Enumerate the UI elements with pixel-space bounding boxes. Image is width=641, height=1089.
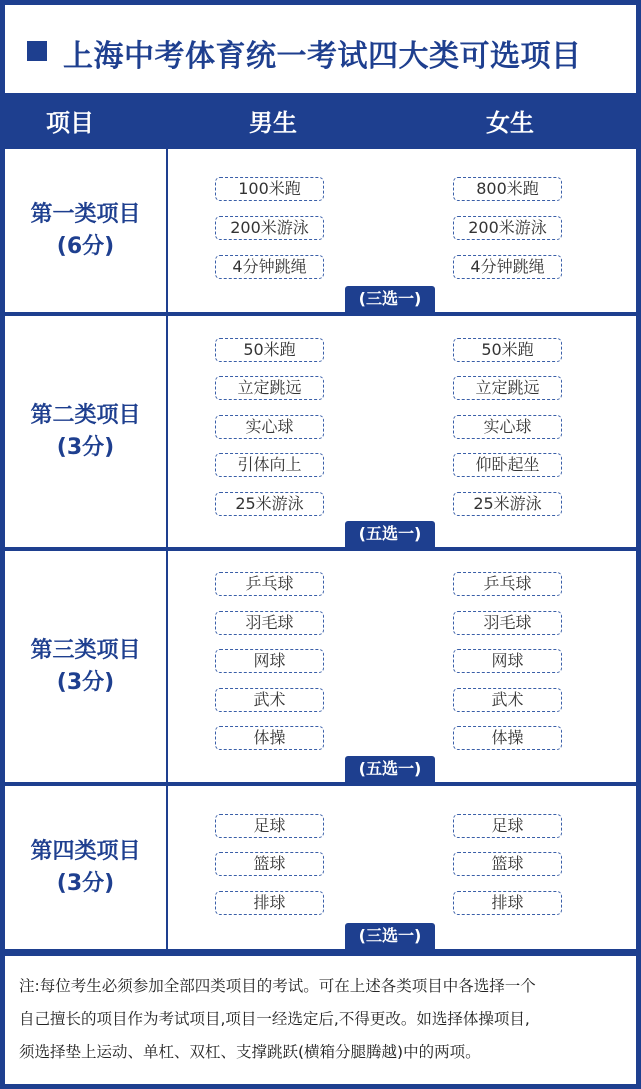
male-item: 羽毛球 (215, 611, 324, 635)
note-line: 须选择垫上运动、单杠、双杠、支撑跳跃(横箱分腿腾越)中的两项。 (19, 1043, 481, 1061)
section-name: 第一类项目 (30, 201, 141, 227)
choose-badge: (五选一) (345, 521, 435, 547)
page-title: 上海中考体育统一考试四大类可选项目 (63, 39, 582, 74)
male-item: 实心球 (215, 415, 324, 439)
male-item: 200米游泳 (215, 216, 324, 240)
female-item: 实心球 (453, 415, 562, 439)
section-4 (5, 786, 636, 949)
male-item: 网球 (215, 649, 324, 673)
section-score: (3分) (56, 870, 115, 896)
section-label (5, 786, 168, 949)
section-label (5, 316, 168, 547)
male-item: 50米跑 (215, 338, 324, 362)
male-item: 立定跳远 (215, 376, 324, 400)
female-item: 网球 (453, 649, 562, 673)
note-box (5, 956, 636, 1084)
female-item: 排球 (453, 891, 562, 915)
female-item: 体操 (453, 726, 562, 750)
note-text (19, 970, 625, 1069)
female-item: 800米跑 (453, 177, 562, 201)
male-item: 足球 (215, 814, 324, 838)
male-item: 篮球 (215, 852, 324, 876)
section-score: (3分) (56, 669, 115, 695)
section-1 (5, 149, 636, 312)
choose-badge: (三选一) (345, 286, 435, 312)
title-square-icon (27, 41, 47, 61)
header-item: 项目 (46, 109, 94, 137)
section-name: 第四类项目 (30, 838, 141, 864)
female-item: 仰卧起坐 (453, 453, 562, 477)
note-line: 自己擅长的项目作为考试项目,项目一经选定后,不得更改。如选择体操项目, (19, 1010, 530, 1028)
section-name: 第二类项目 (30, 402, 141, 428)
section-score: (6分) (56, 233, 115, 259)
male-item: 武术 (215, 688, 324, 712)
female-item: 200米游泳 (453, 216, 562, 240)
choose-badge: (五选一) (345, 756, 435, 782)
note-line: 注:每位考生必须参加全部四类项目的考试。可在上述各类项目中各选择一个 (19, 977, 536, 995)
female-item: 篮球 (453, 852, 562, 876)
section-2 (5, 316, 636, 547)
female-item: 25米游泳 (453, 492, 562, 516)
male-item: 排球 (215, 891, 324, 915)
male-item: 乒乓球 (215, 572, 324, 596)
female-item: 武术 (453, 688, 562, 712)
male-item: 4分钟跳绳 (215, 255, 324, 279)
female-item: 立定跳远 (453, 376, 562, 400)
male-item: 体操 (215, 726, 324, 750)
section-label (5, 551, 168, 782)
header-female: 女生 (486, 109, 534, 137)
section-label (5, 149, 168, 312)
female-item: 足球 (453, 814, 562, 838)
title-bar (5, 5, 636, 93)
section-name: 第三类项目 (30, 637, 141, 663)
female-item: 50米跑 (453, 338, 562, 362)
male-item: 25米游泳 (215, 492, 324, 516)
choose-badge: (三选一) (345, 923, 435, 949)
section-3 (5, 551, 636, 782)
section-score: (3分) (56, 434, 115, 460)
female-item: 乒乓球 (453, 572, 562, 596)
female-item: 4分钟跳绳 (453, 255, 562, 279)
male-item: 100米跑 (215, 177, 324, 201)
header-male: 男生 (249, 109, 297, 137)
female-item: 羽毛球 (453, 611, 562, 635)
male-item: 引体向上 (215, 453, 324, 477)
